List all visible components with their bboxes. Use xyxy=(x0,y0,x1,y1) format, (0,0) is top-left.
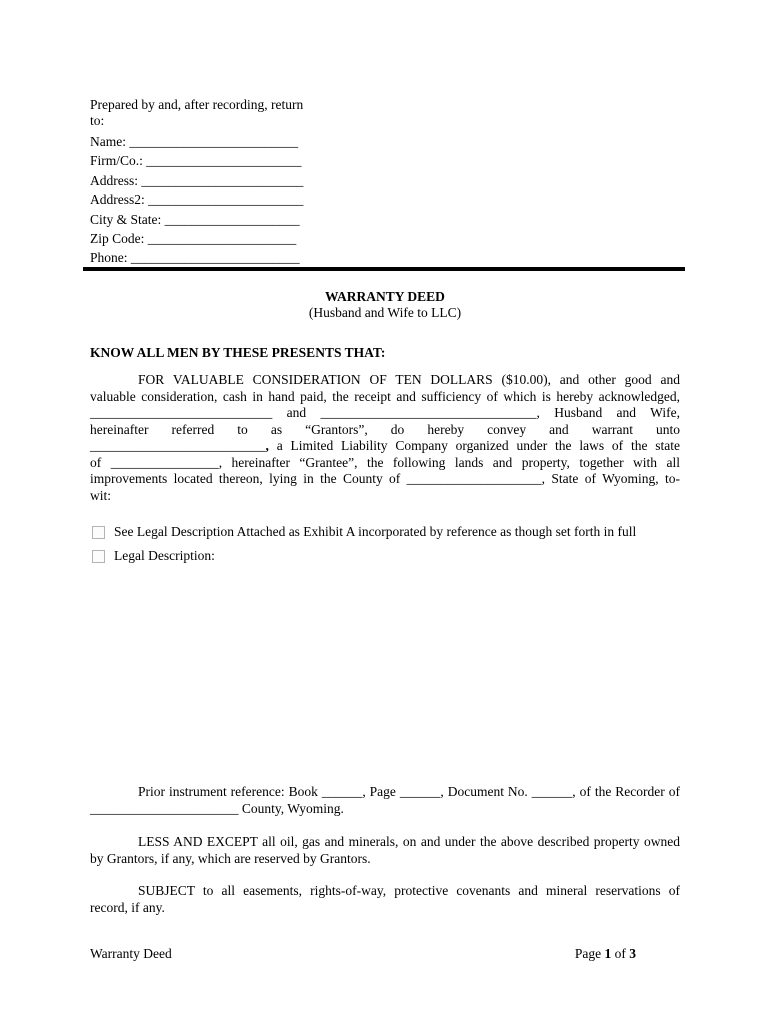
return-field-phone: Phone: _________________________ xyxy=(90,250,300,266)
footer-page-indicator xyxy=(575,946,636,962)
exhibit-a-row xyxy=(90,524,680,541)
footer-document-name: Warranty Deed xyxy=(90,946,172,961)
consideration-paragraph xyxy=(90,372,680,504)
return-field-address: Address: ________________________ xyxy=(90,172,304,188)
exhibit-a-checkbox[interactable] xyxy=(92,526,105,539)
return-field-address2: Address2: _______________________ xyxy=(90,192,304,208)
prepared-by-label: Prepared by and, after recording, return to: xyxy=(90,97,304,128)
legal-description-row xyxy=(90,548,680,565)
para-line-state-blank: of ________________, hereinafter “Grantee”, the following lands and property, together with all xyxy=(90,454,680,470)
para-line-county-blank: ______________________ County, Wyoming. xyxy=(90,800,344,816)
of-word: of xyxy=(611,946,630,961)
para-line: by Grantors, if any, which are reserved by Grantors. xyxy=(90,850,371,866)
less-and-except-paragraph xyxy=(90,834,680,867)
prior-instrument-paragraph xyxy=(90,784,680,817)
bold-comma: , xyxy=(265,438,269,454)
return-field-city-state: City & State: ____________________ xyxy=(90,211,300,227)
presents-heading: KNOW ALL MEN BY THESE PRESENTS THAT: xyxy=(90,345,386,360)
return-field-zip: Zip Code: ______________________ xyxy=(90,231,297,247)
title-block xyxy=(0,289,770,322)
grantee-blank: __________________________ xyxy=(90,438,266,454)
para-line: SUBJECT to all easements, rights-of-way, protective covenants and mineral reservations of xyxy=(138,883,680,898)
para-line-book-page-doc: Prior instrument reference: Book ______, Page ______, Document No. ______, of the Recorder of xyxy=(138,784,680,799)
page-word: Page xyxy=(574,946,605,961)
para-line-grantee-blank xyxy=(90,438,680,455)
para-line: hereinafter referred to as “Grantors”, do hereby convey and warrant unto xyxy=(90,421,680,437)
document-title: WARRANTY DEED xyxy=(325,289,445,304)
subject-to-paragraph xyxy=(90,883,680,916)
para-line-text: a Limited Liability Company organized under the laws of the state xyxy=(268,438,680,454)
para-line: LESS AND EXCEPT all oil, gas and minerals, on and under the above described property owned xyxy=(138,834,680,849)
document-subtitle: (Husband and Wife to LLC) xyxy=(308,305,462,321)
legal-description-checkbox[interactable] xyxy=(92,550,105,563)
legal-description-label: Legal Description: xyxy=(114,548,215,563)
para-line-county-blank: improvements located thereon, lying in the County of ____________________, State of Wyoming, to- xyxy=(90,471,680,487)
para-line-grantor-blanks: ___________________________ and ________________________________, Husband and Wife, xyxy=(90,405,680,421)
para-line: record, if any. xyxy=(90,899,165,915)
return-field-firm: Firm/Co.: _______________________ xyxy=(90,153,302,169)
para-line: FOR VALUABLE CONSIDERATION OF TEN DOLLARS ($10.00), and other good and xyxy=(138,372,680,387)
para-line: wit: xyxy=(90,487,112,503)
page-footer xyxy=(90,946,636,962)
return-address-block xyxy=(90,97,314,268)
page-total: 3 xyxy=(629,946,636,961)
page-number: 1 xyxy=(604,946,612,961)
header-divider-rule xyxy=(83,267,685,271)
return-field-name: Name: _________________________ xyxy=(90,134,299,149)
para-line: valuable consideration, cash in hand paid, the receipt and sufficiency of which is hereby acknowledged, xyxy=(90,388,680,404)
exhibit-a-label: See Legal Description Attached as Exhibit A incorporated by reference as though set forth in full xyxy=(114,524,637,539)
